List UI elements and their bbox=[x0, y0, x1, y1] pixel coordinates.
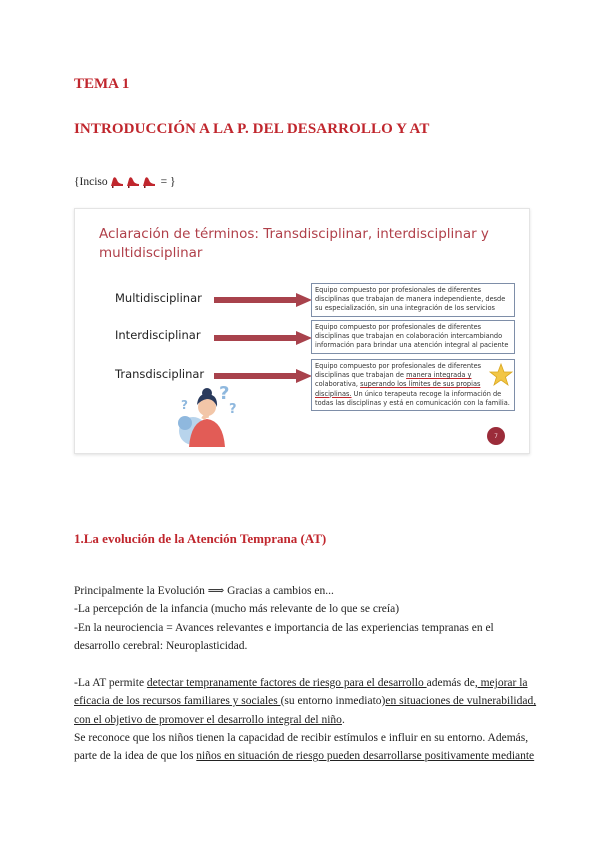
text-line: -La AT permite detectar tempranamente factores de riesgo para el desarrollo además de, mejorar la bbox=[74, 677, 528, 689]
definition-line: su especialización, sin una integración de los servicios bbox=[315, 304, 495, 313]
definition-line: disciplinas. Un único terapeuta recoge la información de bbox=[315, 389, 502, 398]
text-line: con el objetivo de promover el desarrollo integral del niño. bbox=[74, 713, 345, 726]
text-line: Se reconoce que los niños tienen la capacidad de recibir estímulos e influir en su entorno. Además, bbox=[74, 732, 529, 744]
section-heading: 1.La evolución de la Atención Temprana (AT) bbox=[74, 531, 327, 546]
high-heel-icon bbox=[142, 175, 156, 188]
definition-line: Equipo compuesto por profesionales de diferentes bbox=[315, 286, 482, 294]
definition-transdisciplinar bbox=[311, 359, 515, 411]
text-line: desarrollo cerebral: Neuroplasticidad. bbox=[74, 640, 248, 653]
inciso-suffix: = } bbox=[160, 175, 176, 188]
definition-line: Equipo compuesto por profesionales de diferentes bbox=[315, 362, 482, 370]
slide-title: Aclaración de términos: Transdisciplinar, interdisciplinar y multidisciplinar bbox=[99, 226, 489, 261]
inciso-prefix: {Inciso bbox=[74, 175, 108, 188]
inciso-note bbox=[74, 175, 176, 188]
text-line: parte de la idea de que los niños en situación de riesgo pueden desarrollarse positivamente mediante bbox=[74, 750, 535, 763]
definition-line: todas las disciplinas y está en comunicación con la familia. bbox=[315, 398, 510, 407]
text-line: eficacia de los recursos familiares y sociales (su entorno inmediato)en situaciones de vulnerabilidad, bbox=[74, 695, 537, 708]
arrow-icon bbox=[214, 331, 312, 345]
high-heel-icon bbox=[110, 175, 124, 188]
definition-line: información para brindar una atención integral al paciente bbox=[315, 341, 509, 350]
svg-text:?: ? bbox=[181, 398, 188, 412]
paragraph-evolution bbox=[74, 582, 526, 656]
paragraph-niños bbox=[74, 729, 535, 766]
definition-line: colaborativa, superando los límites de sus propias bbox=[315, 380, 481, 389]
high-heel-icon bbox=[126, 175, 140, 188]
term-interdisciplinar: Interdisciplinar bbox=[115, 328, 201, 342]
embedded-slide bbox=[74, 208, 530, 454]
term-multidisciplinar: Multidisciplinar bbox=[115, 291, 202, 305]
arrow-icon bbox=[214, 293, 312, 307]
document-title: INTRODUCCIÓN A LA P. DEL DESARROLLO Y AT bbox=[74, 121, 430, 137]
star-icon bbox=[489, 363, 513, 387]
svg-text:?: ? bbox=[229, 402, 237, 417]
definition-multidisciplinar bbox=[311, 283, 515, 317]
slide-page-indicator: 7 bbox=[487, 427, 505, 445]
svg-text:?: ? bbox=[219, 383, 230, 404]
definition-line: Equipo compuesto por profesionales de diferentes bbox=[315, 323, 482, 331]
term-transdisciplinar: Transdisciplinar bbox=[115, 367, 205, 381]
text-line: -En la neurociencia = Avances relevantes e importancia de las experiencias tempranas en el bbox=[74, 621, 494, 634]
definition-line: disciplinas que trabajan de manera independiente, desde bbox=[315, 295, 506, 304]
definition-line: disciplinas que trabajan de manera integrada y bbox=[315, 371, 472, 380]
definition-line: disciplinas que trabajan en colaboración intercambiando bbox=[315, 332, 503, 341]
text-line: Principalmente la Evolución ⟹ Gracias a cambios en... bbox=[74, 585, 334, 597]
text-line: -La percepción de la infancia (mucho más relevante de lo que se creía) bbox=[74, 603, 400, 616]
paragraph-at bbox=[74, 674, 537, 729]
definition-interdisciplinar bbox=[311, 320, 515, 354]
thinking-person-illustration bbox=[171, 369, 243, 447]
section-number-heading: TEMA 1 bbox=[74, 76, 130, 92]
